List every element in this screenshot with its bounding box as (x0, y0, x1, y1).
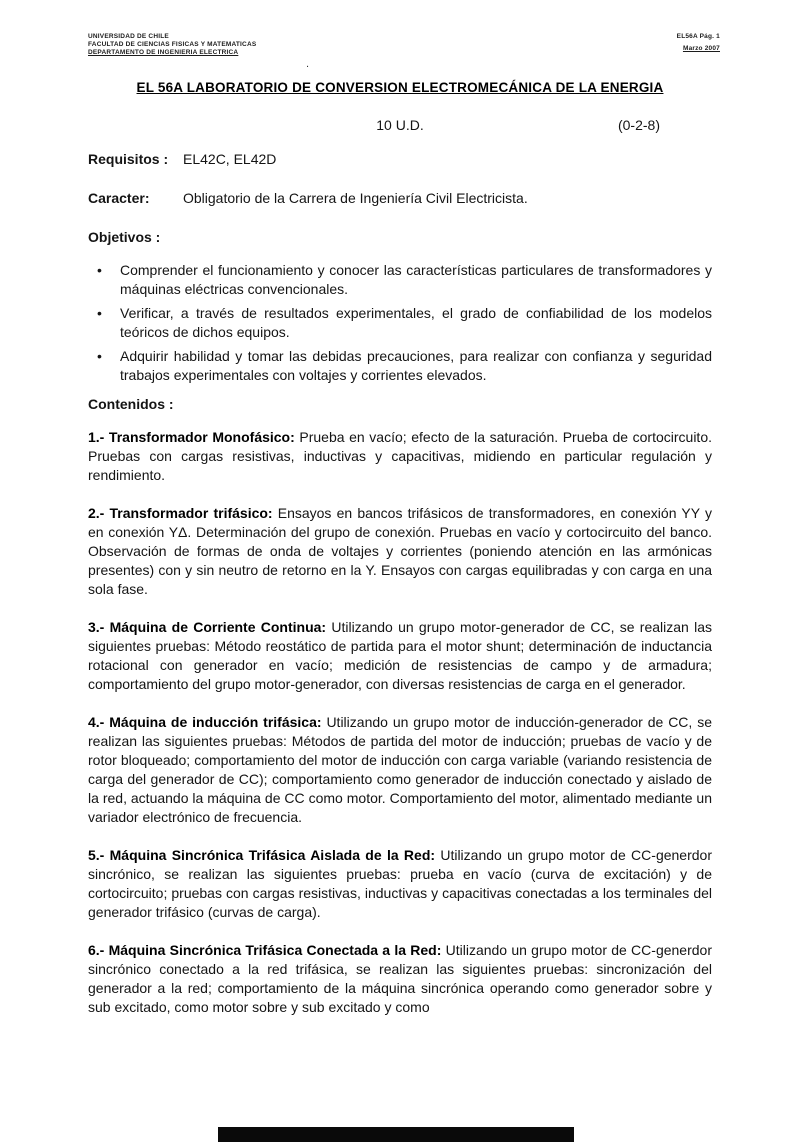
objective-item (88, 347, 712, 385)
content-item-body: Utilizando un grupo motor de CC-generdor sincrónico conectado a la red trifásica, se realizan las siguientes pruebas: sincronización del generador a la red; comportamiento de la máquina sincrónica operando como generador sobre y sub excitado, como motor sobre y sub excitado y como (88, 942, 712, 1015)
objective-text: Comprender el funcionamiento y conocer las características particulares de transformadores y máquinas eléctricas convencionales. (120, 262, 712, 297)
field-value-requisitos: EL42C, EL42D (183, 151, 277, 167)
scan-artifact-bar (218, 1127, 574, 1142)
contenidos-heading: Contenidos : (88, 396, 174, 412)
objective-text: Adquirir habilidad y tomar las debidas precauciones, para realizar con confianza y seguridad trabajos experimentales con voltajes y corrientes elevados. (120, 348, 712, 383)
credits-row (88, 117, 712, 134)
org-line: DEPARTAMENTO DE INGENIERIA ELECTRICA (88, 49, 239, 56)
content-item-lead: 2.- Transformador trifásico: (88, 505, 273, 521)
content-item-body: Utilizando un grupo motor de CC-generdor sincrónico, se realizan las siguientes pruebas: prueba en vacío (curva de excitación) y de cortocircuito; pruebas con cargas resistivas, inductivas y capacitivas conectadas a los terminales del generador trifásico (curvas de carga). (88, 847, 712, 920)
field-label-caracter: Caracter: (88, 190, 150, 206)
objective-item (88, 304, 712, 342)
content-item-lead: 5.- Máquina Sincrónica Trifásica Aislada de la Red: (88, 847, 436, 863)
objectives-list (88, 261, 712, 385)
doc-code-page: EL56A Pág. 1 (676, 33, 720, 40)
content-item-lead: 1.- Transformador Monofásico: (88, 429, 295, 445)
content-item-body: Utilizando un grupo motor de inducción-generador de CC, se realizan las siguientes pruebas: Métodos de partida del motor de inducción; pruebas de vacío y de rotor bloqueado; comportamiento del motor de inducción con carga variable (variando resistencia de carga del generador de CC); comportamiento como generador de inducción conectado y aislado de la red, actuando la máquina de CC como motor. Comportamiento del motor, alimentado mediante un variador electrónico de frecuencia. (88, 714, 712, 825)
stray-mark: . (306, 58, 310, 70)
content-item-lead: 3.- Máquina de Corriente Continua: (88, 619, 327, 635)
bullet-icon: • (97, 305, 102, 321)
credits-distribution: (0-2-8) (617, 117, 660, 133)
content-item-4 (88, 713, 712, 827)
header-meta (677, 33, 720, 57)
bullet-icon: • (97, 348, 102, 364)
objective-text: Verificar, a través de resultados experimentales, el grado de confiabilidad de los modelos teóricos de dichos equipos. (120, 305, 712, 340)
field-requisitos (88, 151, 712, 168)
content-item-1 (88, 428, 712, 485)
doc-date: Marzo 2007 (682, 45, 720, 52)
objetivos-heading: Objetivos : (88, 229, 161, 245)
org-block (88, 33, 256, 57)
content-item-3 (88, 618, 712, 694)
field-label-requisitos: Requisitos : (88, 151, 169, 167)
org-line: UNIVERSIDAD DE CHILE (88, 33, 169, 40)
content-item-body: Ensayos en bancos trifásicos de transformadores, en conexión YY y en conexión YΔ. Determinación del grupo de conexión. Pruebas en vacío y cortocircuito del banco. Observación de formas de onda de voltajes y corrientes (poniendo atención en las armónicas presentes) con y sin neutro de retorno en la Y. Ensayos con cargas equilibradas y con carga en una sola fase. (88, 505, 712, 597)
content-item-body: Utilizando un grupo motor-generador de CC, se realizan las siguientes pruebas: Método reostático de partida para el motor shunt; determinación de inductancia rotacional con generador en vacío; medición de resistencias de campo y de armadura; comportamiento del grupo motor-generador, con diversas resistencias de carga en el generador. (88, 619, 712, 692)
bullet-icon: • (97, 262, 102, 278)
content-item-body: Prueba en vacío; efecto de la saturación. Prueba de cortocircuito. Pruebas con cargas resistivas, inductivas y capacitivas, midiendo en particular regulación y rendimiento. (88, 429, 712, 483)
document-header (88, 33, 720, 57)
content-item-2 (88, 504, 712, 599)
course-title: EL 56A LABORATORIO DE CONVERSION ELECTROMECÁNICA DE LA ENERGIA (136, 80, 664, 95)
objective-item (88, 261, 712, 299)
content-item-lead: 4.- Máquina de inducción trifásica: (88, 714, 322, 730)
field-value-caracter: Obligatorio de la Carrera de Ingeniería Civil Electricista. (183, 190, 528, 206)
credits-ud: 10 U.D. (376, 117, 424, 133)
content-item-6 (88, 941, 712, 1017)
content-item-lead: 6.- Máquina Sincrónica Trifásica Conectada a la Red: (88, 942, 442, 958)
field-caracter (88, 190, 712, 207)
document-body (88, 80, 712, 1036)
content-item-5 (88, 846, 712, 922)
org-line: FACULTAD DE CIENCIAS FISICAS Y MATEMATICAS (88, 41, 257, 48)
